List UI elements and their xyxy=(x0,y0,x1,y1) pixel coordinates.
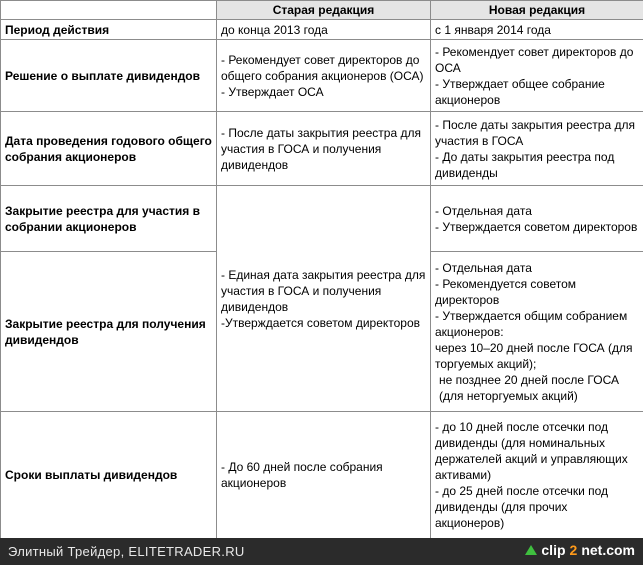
cell-old-agm-date xyxy=(217,112,431,186)
row-label-registry-dividends: Закрытие реестра для получения дивидендов xyxy=(1,252,217,412)
cell-line: через 10–20 дней после ГОСА (для торгуемых акций); xyxy=(435,340,633,371)
cell-new-registry-meeting xyxy=(431,186,643,252)
cell-line: - Единая дата закрытия реестра для участия в ГОСА и получения дивидендов xyxy=(221,267,426,314)
cell-line: - Отдельная дата xyxy=(435,203,532,218)
header-blank-cell xyxy=(1,1,217,20)
header-old-edition: Старая редакция xyxy=(217,1,431,20)
brand-text-right: net.com xyxy=(581,542,635,558)
cell-line: - Утверждается советом директоров xyxy=(435,219,638,234)
table-row xyxy=(1,20,643,40)
row-label-registry-meeting: Закрытие реестра для участия в собрании акционеров xyxy=(1,186,217,252)
cell-old-period xyxy=(217,20,431,40)
cell-line: - Утверждает общее собрание акционеров xyxy=(435,76,605,107)
cell-line: - После даты закрытия реестра для участия в ГОСА xyxy=(435,117,635,148)
cell-line: - До 60 дней после собрания акционеров xyxy=(221,460,383,490)
cell-line: - Отдельная дата xyxy=(435,260,532,275)
cell-line: - Рекомендуется советом директоров xyxy=(435,276,577,307)
row-label-agm-date: Дата проведения годового общего собрания акционеров xyxy=(1,112,217,186)
table-row xyxy=(1,412,643,539)
row-label-period: Период действия xyxy=(1,20,217,40)
cell-line: -Утверждается советом директоров xyxy=(221,315,421,330)
cell-line: - до 10 дней после отсечки под дивиденды (для номинальных держателей акций и управляющих активами) xyxy=(435,420,628,482)
cell-new-registry-dividends xyxy=(431,252,643,412)
upload-arrow-icon xyxy=(525,545,537,555)
source-caption: Элитный Трейдер, ELITETRADER.RU xyxy=(8,544,245,559)
cell-line: до конца 2013 года xyxy=(221,22,328,37)
clip2net-logo[interactable] xyxy=(525,542,635,558)
row-label-payment-terms: Сроки выплаты дивидендов xyxy=(1,412,217,539)
row-label-dividend-decision: Решение о выплате дивидендов xyxy=(1,40,217,112)
cell-line: с 1 января 2014 года xyxy=(435,22,551,37)
cell-new-dividend-decision xyxy=(431,40,643,112)
cell-line: - До даты закрытия реестра под дивиденды xyxy=(435,149,615,180)
table-header-row xyxy=(1,1,643,20)
table-row xyxy=(1,112,643,186)
cell-new-payment-terms xyxy=(431,412,643,539)
cell-new-agm-date xyxy=(431,112,643,186)
cell-line: - до 25 дней после отсечки под дивиденды (для прочих акционеров) xyxy=(435,484,609,530)
brand-text-left: clip xyxy=(541,542,566,558)
cell-line: - Рекомендует совет директоров до общего собрания акционеров (ОСА) xyxy=(221,52,424,83)
cell-old-dividend-decision xyxy=(217,40,431,112)
cell-new-period xyxy=(431,20,643,40)
table-row xyxy=(1,186,643,252)
cell-line: не позднее 20 дней после ГОСА (для неторгуемых акций) xyxy=(439,372,619,403)
cell-old-payment-terms xyxy=(217,412,431,539)
cell-line: - Рекомендует совет директоров до ОСА xyxy=(435,44,634,75)
cell-old-registry-merged xyxy=(217,186,431,412)
header-new-edition: Новая редакция xyxy=(431,1,643,20)
cell-line: - Утверждается общим собранием акционеров: xyxy=(435,308,628,339)
table-row xyxy=(1,40,643,112)
footer-bar xyxy=(0,538,643,565)
brand-text-mid: 2 xyxy=(569,542,578,558)
cell-line: - После даты закрытия реестра для участия в ГОСА и получения дивидендов xyxy=(221,125,421,172)
cell-line: - Утверждает ОСА xyxy=(221,84,324,99)
